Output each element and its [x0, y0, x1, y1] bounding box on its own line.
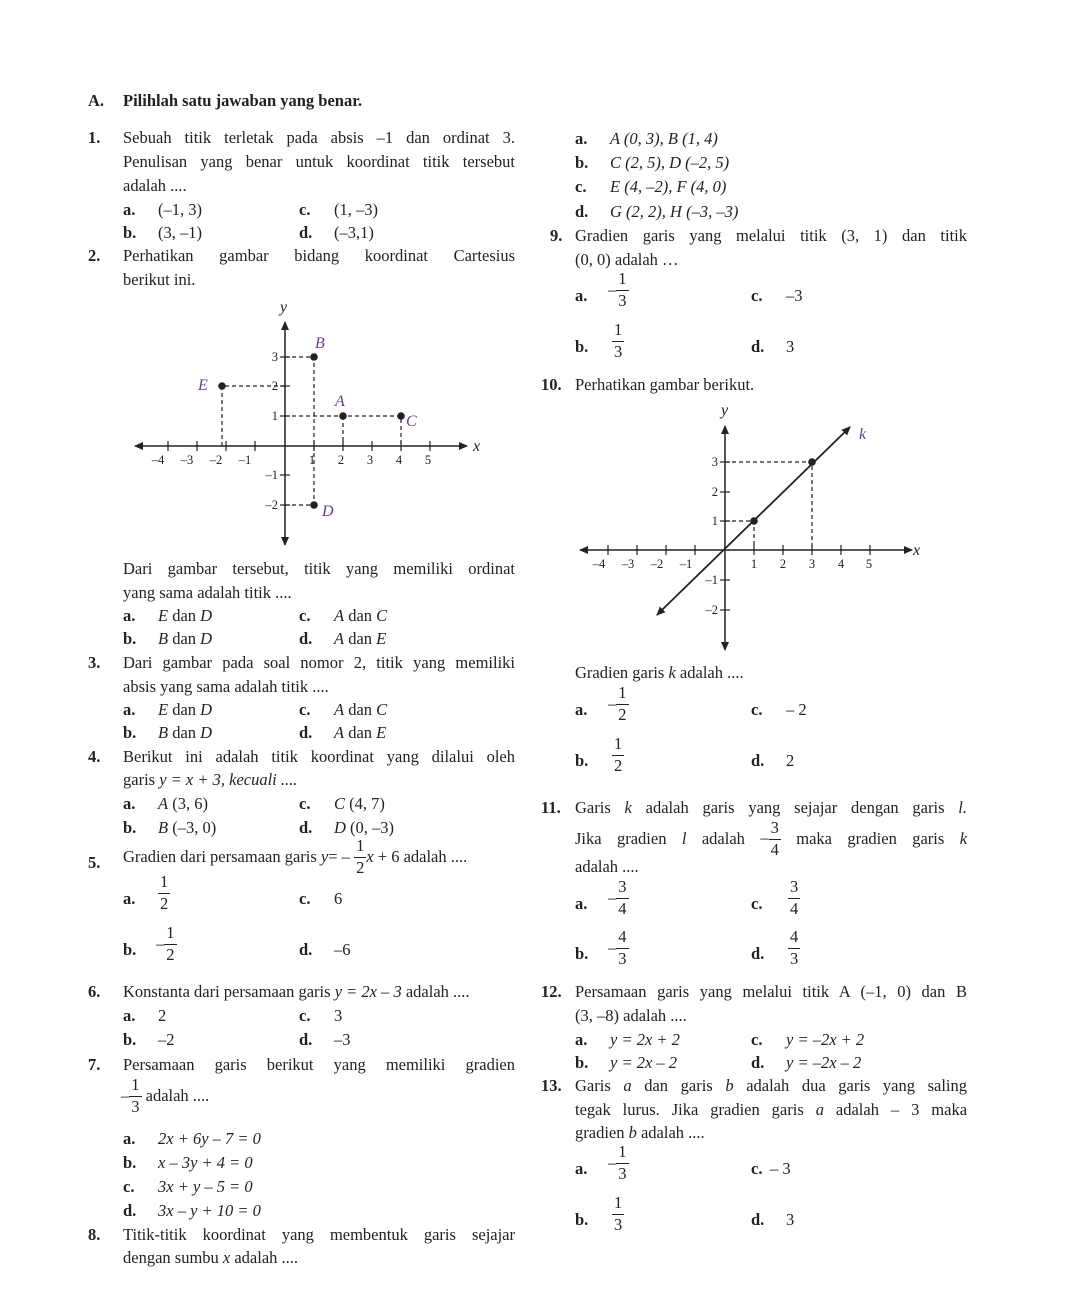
q11-line: Jika gradien l adalah – $\frac{3}{4}$ maka gradien garis k	[575, 818, 968, 859]
x-tick-label: 3	[808, 557, 816, 571]
q7-line: – $\frac{1}{3}$ adalah ....	[121, 1075, 210, 1116]
q9-option-b[interactable]: $\frac{1}{3}$	[614, 320, 623, 361]
option-label: a.	[575, 129, 588, 148]
option-label: d.	[299, 940, 313, 959]
option-label: a.	[123, 606, 136, 625]
option-label: c.	[299, 200, 311, 219]
point-label: E	[198, 377, 208, 394]
q8-option-d[interactable]: G (2, 2), H (–3, –3)	[610, 202, 739, 221]
x-axis-label: x	[473, 438, 481, 455]
section-title: Pilihlah satu jawaban yang benar.	[123, 91, 363, 110]
q3-line: Dari gambar pada soal nomor 2, titik yang memiliki	[123, 653, 515, 672]
q13-option-c[interactable]: – 3	[770, 1159, 791, 1178]
option-label: a.	[123, 200, 136, 219]
q7-number: 7.	[88, 1055, 101, 1074]
x-tick-label: –1	[238, 453, 252, 467]
q7-option-c[interactable]: 3x + y – 5 = 0	[158, 1177, 253, 1196]
point-B	[310, 353, 318, 361]
q11-line: Garis k adalah garis yang sejajar dengan garis l.	[575, 798, 968, 817]
option-label: c.	[751, 894, 763, 913]
q6-option-d[interactable]: –3	[334, 1030, 351, 1049]
option-label: b.	[123, 723, 137, 742]
line-k	[664, 427, 850, 608]
q12-line: Persamaan garis yang melalui titik A (–1, 0) dan B	[575, 982, 967, 1001]
q12-number: 12.	[541, 982, 562, 1001]
option-label: d.	[299, 818, 313, 837]
option-label: a.	[575, 894, 588, 913]
x-tick-label: 2	[779, 557, 787, 571]
point-C	[397, 412, 405, 420]
q10-option-b[interactable]: $\frac{1}{2}$	[614, 734, 623, 775]
q2-line: berikut ini.	[123, 270, 196, 289]
option-label: c.	[751, 1159, 763, 1178]
q12-option-c[interactable]: y = –2x + 2	[786, 1030, 865, 1049]
y-tick-label: –1	[705, 573, 718, 587]
y-axis-label: y	[280, 299, 288, 316]
q9-option-c[interactable]: –3	[786, 286, 803, 305]
option-label: b.	[123, 1153, 137, 1172]
q10-line: Perhatikan gambar berikut.	[575, 375, 755, 394]
y-tick-label: –2	[265, 498, 278, 512]
option-label: c.	[299, 700, 311, 719]
q13-option-a[interactable]: – $\frac{1}{3}$	[608, 1142, 627, 1183]
q13-option-d[interactable]: 3	[786, 1210, 795, 1229]
x-tick-label: –2	[650, 557, 664, 571]
option-label: a.	[123, 1006, 136, 1025]
q1-number: 1.	[88, 128, 101, 147]
line-k-label: k	[859, 426, 867, 443]
q4-option-a[interactable]: A (3, 6)	[158, 794, 208, 813]
q9-line: Gradien garis yang melalui titik (3, 1) dan titik	[575, 226, 967, 245]
q3-option-d[interactable]: A dan E	[334, 723, 387, 742]
x-tick-label: 3	[366, 453, 374, 467]
q8-option-c[interactable]: E (4, –2), F (4, 0)	[610, 177, 727, 196]
option-label: b.	[123, 1030, 137, 1049]
q5-option-d[interactable]: –6	[334, 940, 351, 959]
q5-line: Gradien dari persamaan garis y= – $\frac{1}{2}$ x + 6 adalah ....	[123, 836, 468, 877]
x-tick-label: –2	[209, 453, 223, 467]
option-label: d.	[299, 223, 313, 242]
point-label: C	[406, 413, 417, 430]
point-A	[339, 412, 347, 420]
q13-line: tegak lurus. Jika gradien garis a adalah – 3 maka	[575, 1100, 968, 1119]
option-label: b.	[575, 1053, 589, 1072]
option-label: c.	[751, 286, 763, 305]
option-label: a.	[575, 1030, 588, 1049]
q6-option-c[interactable]: 3	[334, 1006, 343, 1025]
q3-number: 3.	[88, 653, 101, 672]
y-tick-label: –1	[265, 468, 278, 482]
fraction: $\frac{1}{2}$	[356, 836, 365, 877]
q2-option-a[interactable]: E dan D	[158, 606, 213, 625]
x-tick-label: –1	[679, 557, 693, 571]
q3-option-c[interactable]: A dan C	[334, 700, 388, 719]
q10-option-d[interactable]: 2	[786, 751, 795, 770]
point-label: B	[315, 335, 325, 352]
q1-line: Penulisan yang benar untuk koordinat titik tersebut	[123, 152, 515, 171]
q2-number: 2.	[88, 246, 101, 265]
q13-number: 13.	[541, 1076, 562, 1095]
x-tick-label: 5	[865, 557, 873, 571]
y-tick-label: 3	[271, 350, 278, 364]
q12-option-a[interactable]: y = 2x + 2	[610, 1030, 680, 1049]
option-label: c.	[751, 1030, 763, 1049]
q10-number: 10.	[541, 375, 562, 394]
x-tick-label: 4	[395, 453, 403, 467]
q10-line: Gradien garis k adalah ....	[575, 663, 744, 682]
q1-option-b[interactable]: (3, –1)	[158, 223, 202, 242]
q4-line: Berikut ini adalah titik koordinat yang dilalui oleh	[123, 747, 515, 766]
option-label: d.	[575, 202, 589, 221]
y-axis-label: y	[721, 402, 729, 419]
q13-line: Garis a dan garis b adalah dua garis yang saling	[575, 1076, 968, 1095]
q7-option-b[interactable]: x – 3y + 4 = 0	[158, 1153, 253, 1172]
x-tick-label: 1	[750, 557, 758, 571]
option-label: a.	[123, 889, 136, 908]
option-label: a.	[575, 286, 588, 305]
q5-option-c[interactable]: 6	[334, 889, 343, 908]
q11-line: adalah ....	[575, 857, 639, 876]
q2-line: Perhatikan gambar bidang koordinat Cartesius	[123, 246, 515, 265]
x-tick-label: –4	[592, 557, 606, 571]
q9-option-d[interactable]: 3	[786, 337, 795, 356]
q10-option-c[interactable]: – 2	[786, 700, 807, 719]
q1-option-c[interactable]: (1, –3)	[334, 200, 378, 219]
y-tick-label: –2	[705, 603, 718, 617]
q11-option-b[interactable]: – $\frac{4}{3}$	[608, 927, 627, 968]
y-tick-label: 2	[711, 485, 718, 499]
q11-option-d[interactable]: $\frac{4}{3}$	[790, 927, 799, 968]
q1-option-d[interactable]: (–3,1)	[334, 223, 374, 242]
q8-option-b[interactable]: C (2, 5), D (–2, 5)	[610, 153, 730, 172]
x-tick-label: 2	[337, 453, 345, 467]
point-on-k	[808, 458, 816, 466]
q8-number: 8.	[88, 1225, 101, 1244]
option-label: b.	[123, 629, 137, 648]
q1-option-a[interactable]: (–1, 3)	[158, 200, 202, 219]
q4-option-c[interactable]: C (4, 7)	[334, 794, 385, 813]
q11-option-c[interactable]: $\frac{3}{4}$	[790, 877, 799, 918]
q2-option-c[interactable]: A dan C	[334, 606, 388, 625]
option-label: b.	[575, 153, 589, 172]
option-label: d.	[299, 723, 313, 742]
q10-option-a[interactable]: – $\frac{1}{2}$	[608, 683, 627, 724]
y-tick-label: 1	[711, 514, 718, 528]
option-label: d.	[299, 1030, 313, 1049]
q13-option-b[interactable]: $\frac{1}{3}$	[614, 1193, 623, 1234]
q12-line: (3, –8) adalah ....	[575, 1006, 687, 1025]
option-label: d.	[751, 751, 765, 770]
q7-option-d[interactable]: 3x – y + 10 = 0	[158, 1201, 261, 1220]
option-label: c.	[123, 1177, 135, 1196]
q4-option-d[interactable]: D (0, –3)	[334, 818, 395, 837]
q2-option-b[interactable]: B dan D	[158, 629, 213, 648]
q4-option-b[interactable]: B (–3, 0)	[158, 818, 217, 837]
q2-line: yang sama adalah titik ....	[123, 583, 292, 602]
x-axis-label: x	[913, 542, 921, 559]
q5-number: 5.	[88, 853, 101, 872]
q12-option-d[interactable]: y = –2x – 2	[786, 1053, 862, 1072]
option-label: d.	[751, 1053, 765, 1072]
option-label: b.	[575, 944, 589, 963]
q6-number: 6.	[88, 982, 101, 1001]
x-tick-label: 1	[308, 453, 316, 467]
q8-line: dengan sumbu x adalah ....	[123, 1248, 299, 1267]
q6-option-b[interactable]: –2	[158, 1030, 175, 1049]
q5-option-b[interactable]: – $\frac{1}{2}$	[156, 923, 175, 964]
q11-number: 11.	[541, 798, 561, 817]
y-tick-label: 2	[271, 379, 278, 393]
option-label: c.	[299, 1006, 311, 1025]
option-label: c.	[299, 794, 311, 813]
section-letter: A.	[88, 91, 105, 110]
option-label: a.	[123, 794, 136, 813]
q3-option-a[interactable]: E dan D	[158, 700, 213, 719]
q4-number: 4.	[88, 747, 101, 766]
q3-option-b[interactable]: B dan D	[158, 723, 213, 742]
x-tick-label: –4	[151, 453, 165, 467]
point-D	[310, 501, 318, 509]
point-label: A	[335, 393, 345, 410]
q7-line: Persamaan garis berikut yang memiliki gradien	[123, 1055, 515, 1074]
q8-option-a[interactable]: A (0, 3), B (1, 4)	[610, 129, 718, 148]
q3-line: absis yang sama adalah titik ....	[123, 677, 329, 696]
option-label: b.	[575, 1210, 589, 1229]
q5-option-a[interactable]: $\frac{1}{2}$	[160, 872, 169, 913]
option-label: b.	[575, 337, 589, 356]
q9-option-a[interactable]: – $\frac{1}{3}$	[608, 269, 627, 310]
q8-line: Titik-titik koordinat yang membentuk garis sejajar	[123, 1225, 515, 1244]
option-label: c.	[299, 606, 311, 625]
q12-option-b[interactable]: y = 2x – 2	[610, 1053, 678, 1072]
option-label: d.	[751, 337, 765, 356]
option-label: a.	[575, 1159, 588, 1178]
q6-line: Konstanta dari persamaan garis y = 2x – 3 adalah ....	[123, 982, 470, 1001]
option-label: d.	[751, 1210, 765, 1229]
q7-option-a[interactable]: 2x + 6y – 7 = 0	[158, 1129, 261, 1148]
q6-option-a[interactable]: 2	[158, 1006, 167, 1025]
option-label: b.	[123, 818, 137, 837]
x-tick-label: –3	[180, 453, 194, 467]
q11-option-a[interactable]: – $\frac{3}{4}$	[608, 877, 627, 918]
x-tick-label: 5	[424, 453, 432, 467]
option-label: c.	[751, 700, 763, 719]
q9-line: (0, 0) adalah …	[575, 250, 679, 269]
option-label: b.	[575, 751, 589, 770]
point-on-k	[750, 517, 758, 525]
option-label: a.	[123, 700, 136, 719]
q13-line: gradien b adalah ....	[575, 1123, 705, 1142]
option-label: c.	[575, 177, 587, 196]
q1-line: adalah ....	[123, 176, 187, 195]
y-tick-label: 3	[711, 455, 718, 469]
point-label: D	[322, 503, 334, 520]
q4-line: garis y = x + 3, kecuali ....	[123, 770, 298, 789]
option-label: a.	[575, 700, 588, 719]
x-tick-label: 4	[837, 557, 845, 571]
y-tick-label: 1	[271, 409, 278, 423]
option-label: d.	[123, 1201, 137, 1220]
option-label: b.	[123, 940, 137, 959]
option-label: b.	[123, 223, 137, 242]
option-label: a.	[123, 1129, 136, 1148]
point-E	[218, 382, 226, 390]
q1-line: Sebuah titik terletak pada absis –1 dan ordinat 3.	[123, 128, 515, 147]
option-label: d.	[299, 629, 313, 648]
q2-option-d[interactable]: A dan E	[334, 629, 387, 648]
q2-line: Dari gambar tersebut, titik yang memiliki ordinat	[123, 559, 515, 578]
option-label: c.	[299, 889, 311, 908]
q9-number: 9.	[550, 226, 563, 245]
option-label: d.	[751, 944, 765, 963]
x-tick-label: –3	[621, 557, 635, 571]
